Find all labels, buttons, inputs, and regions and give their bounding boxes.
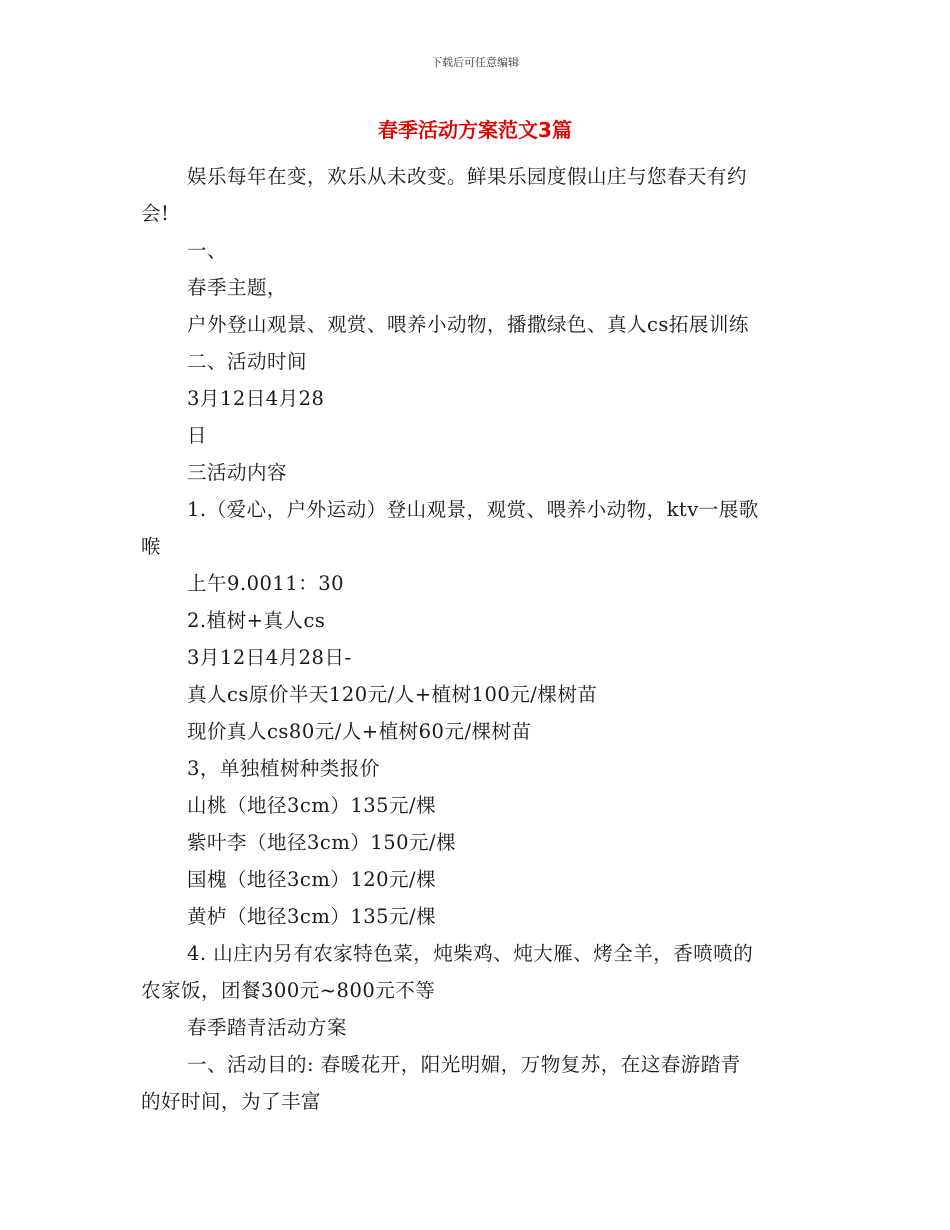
paragraph-line: 上午9.0011：30 — [187, 572, 345, 595]
paragraph-line: 现价真人cs80元/人+植树60元/棵树苗 — [187, 720, 532, 743]
paragraph-line: 春季踏青活动方案 — [187, 1016, 348, 1039]
paragraph-line: 2.植树+真人cs — [187, 609, 326, 632]
document-body — [141, 158, 816, 1120]
paragraph-line: 喉 — [141, 535, 162, 558]
paragraph-line: 3月12日4月28日- — [187, 646, 352, 669]
paragraph-line: 国槐（地径3cm）120元/棵 — [187, 868, 437, 891]
paragraph-line: 4. 山庄内另有农家特色菜，炖柴鸡、炖大雁、烤全羊，香喷喷的 — [187, 942, 754, 965]
paragraph-line: 一、活动目的: 春暖花开，阳光明媚，万物复苏，在这春游踏青 — [187, 1053, 741, 1076]
paragraph-line: 农家饭，团餐300元~800元不等 — [141, 979, 436, 1002]
paragraph-line: 紫叶李（地径3cm）150元/棵 — [187, 831, 457, 854]
paragraph-line: 3，单独植树种类报价 — [187, 757, 380, 780]
paragraph-line: 真人cs原价半天120元/人+植树100元/棵树苗 — [187, 683, 598, 706]
paragraph-line: 黄栌（地径3cm）135元/棵 — [187, 905, 437, 928]
paragraph-line: 户外登山观景、观赏、喂养小动物，播撒绿色、真人cs拓展训练 — [187, 313, 749, 336]
paragraph-line: 的好时间，为了丰富 — [141, 1090, 322, 1113]
paragraph-line: 一、 — [187, 239, 228, 262]
paragraph-line: 会! — [141, 202, 170, 225]
paragraph-line: 娱乐每年在变，欢乐从未改变。鲜果乐园度假山庄与您春天有约 — [187, 165, 748, 188]
paragraph-line: 春季主题， — [187, 276, 288, 299]
page-header: 下载后可任意编辑 — [431, 56, 519, 69]
paragraph-line: 1.（爱心，户外运动）登山观景，观赏、喂养小动物，ktv一展歌 — [187, 498, 759, 521]
paragraph-line: 3月12日4月28 — [187, 387, 325, 410]
paragraph-line: 日 — [187, 424, 208, 447]
document-title: 春季活动方案范文3篇 — [378, 118, 572, 142]
paragraph-line: 山桃（地径3cm）135元/棵 — [187, 794, 437, 817]
paragraph-line: 三活动内容 — [187, 461, 288, 484]
paragraph-line: 二、活动时间 — [187, 350, 308, 373]
